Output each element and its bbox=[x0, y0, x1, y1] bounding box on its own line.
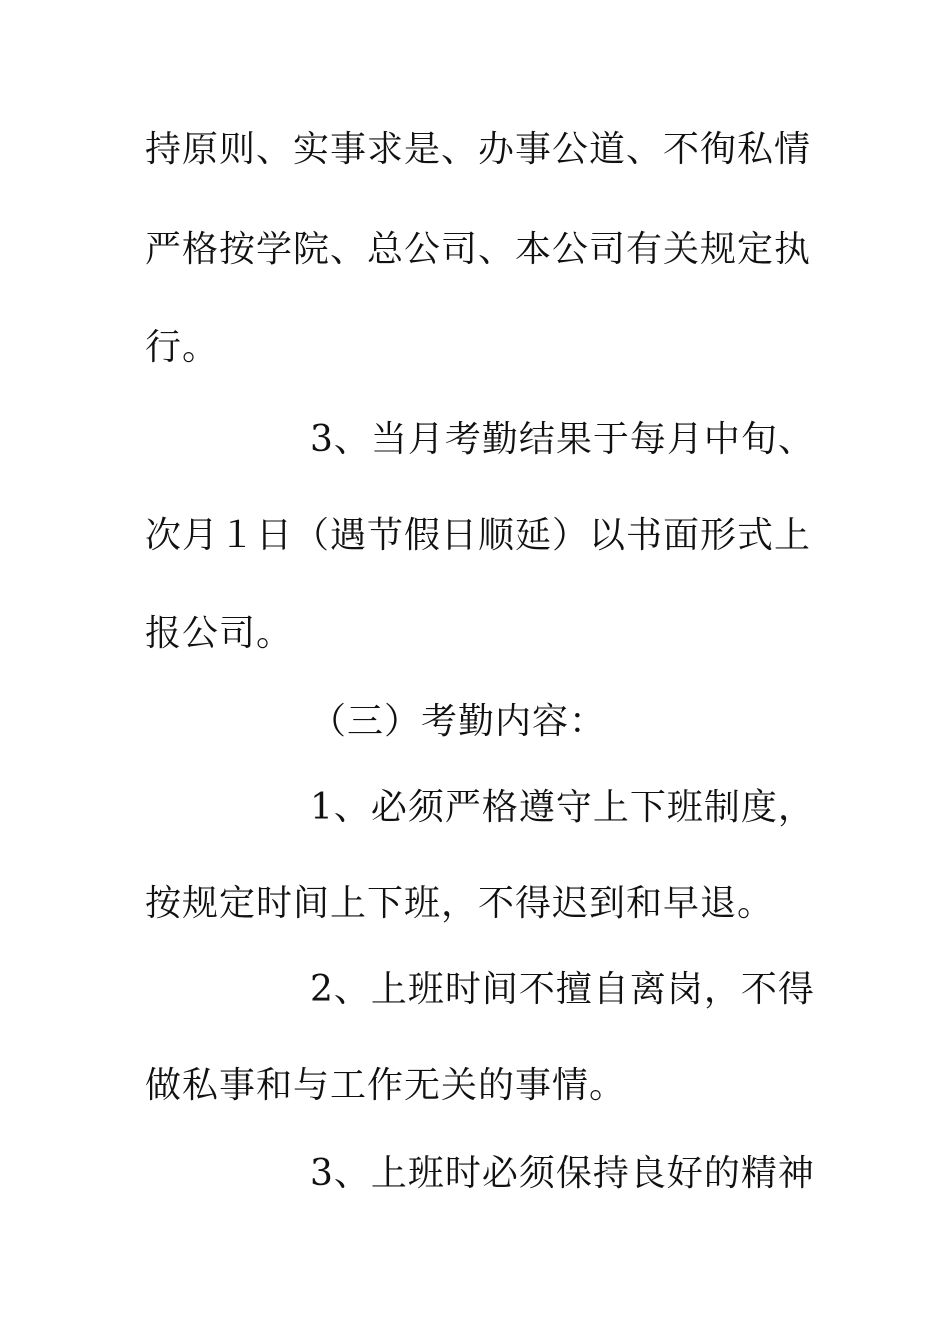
body-text-line: 报公司。 bbox=[145, 613, 294, 654]
body-text-line: 做私事和与工作无关的事情。 bbox=[145, 1065, 627, 1106]
body-text-line: 按规定时间上下班，不得迟到和早退。 bbox=[145, 883, 775, 924]
numbered-item: 3、当月考勤结果于每月中旬、 bbox=[310, 419, 815, 460]
body-text-line: 行。 bbox=[145, 327, 220, 368]
numbered-item: 3、上班时必须保持良好的精神 bbox=[310, 1153, 815, 1194]
section-heading: （三）考勤内容： bbox=[310, 701, 607, 742]
body-text-line: 严格按学院、总公司、本公司有关规定执 bbox=[145, 229, 812, 270]
body-text-line: 持原则、实事求是、办事公道、不徇私情 bbox=[145, 129, 812, 170]
body-text-line: 次月１日（遇节假日顺延）以书面形式上 bbox=[145, 515, 812, 556]
numbered-item: 1、必须严格遵守上下班制度， bbox=[310, 787, 815, 828]
numbered-item: 2、上班时间不擅自离岗，不得 bbox=[310, 969, 815, 1010]
